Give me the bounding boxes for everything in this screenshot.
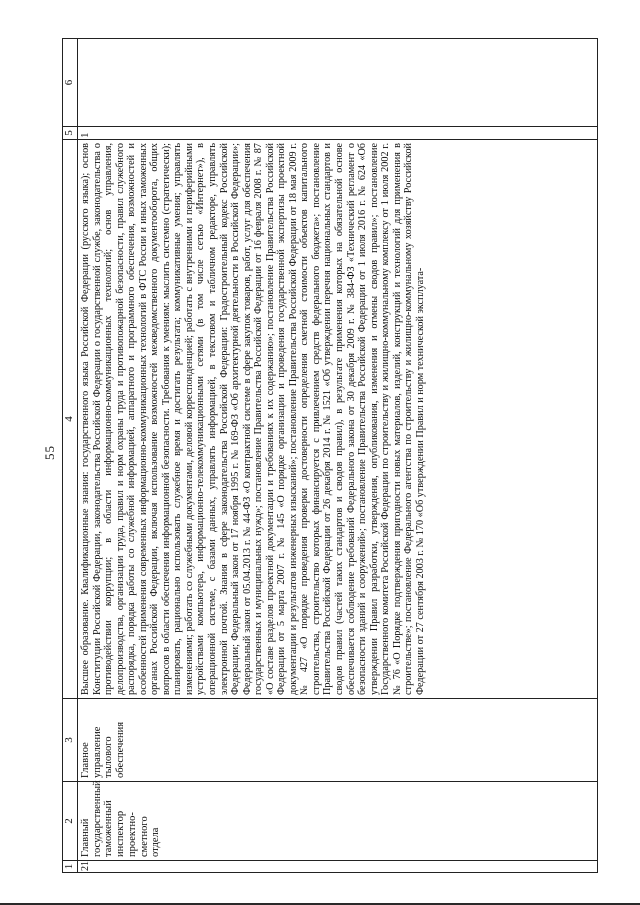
position-title: Главный государственный таможенный инспектор проектно-сметного отдела (80, 780, 162, 857)
table-header-row (63, 39, 78, 873)
col5-value: 1 (79, 132, 91, 138)
requirements-cell (78, 140, 598, 699)
department-name: Главное управление тылового обеспечения (80, 721, 127, 778)
page-number: 55 (42, 445, 57, 460)
position-cell (78, 782, 598, 861)
header-col-5: 5 (63, 127, 78, 140)
row-number: 21 (80, 861, 91, 871)
col6-value (78, 39, 82, 126)
header-col-4: 4 (63, 140, 78, 699)
header-col-6: 6 (63, 39, 78, 127)
col6-cell (78, 39, 598, 127)
col5-cell (78, 127, 598, 140)
row-number-cell (78, 861, 598, 873)
table-row (78, 39, 598, 873)
department-cell (78, 699, 598, 782)
qualification-requirements: Высшее образование. Квалификационные знания: государственного языка Российской Федерации (русского языка); основ Конституции Российской Федерации, законодательства Российской Федерации о государственной службе, законодательства о противодействии коррупции; в области информационно-коммуникационных технологий; основ управления, делопроизводства, организации труда, правил и норм охраны труда и противопожарной безопасности, правил служебного распорядка, порядка работы со служебной информацией, аппаратного и программного обеспечения, возможностей и особенностей применения современных информационно-коммуникационных технологий в ФТС России и иных таможенных органах Российской Федерации, включая использование возможностей межведомственного документооборота, общих вопросов в области обеспечения информационной безопасности. Требования к умениям: мыслить системно (стратегически); планировать, рационально использовать служебное время и достигать результата; коммуникативные умения; управлять изменениями; работать со служебными документами, деловой корреспонденцией; работать с внутренними и периферийными устройствами компьютера, информационно-телекоммуникационными сетями (в том числе сетью «Интернет»), в операционной системе, с базами данных, управлять информацией, в текстовом и табличном редакторе, управлять электронной почтой. Знания в сфере законодательства Российской Федерации: Градостроительный кодекс Российской Федерации; Федеральный закон от 17 ноября 1995 г. № 169-ФЗ «Об архитектурной деятельности в Российской Федерации»; Федеральный закон от 05.04.2013 г. № 44-ФЗ «О контрактной системе в сфере закупок товаров, работ, услуг для обеспечения государственных и муниципальных нужд»; постановление Правительства Российской Федерации от 16 февраля 2008 г. № 87 «О составе разделов проектной документации и требованиях к их содержанию»; постановление Правительства Российской Федерации от 5 марта 2007 г. № 145 «О порядке организации и проведения государственной экспертизы проектной документации и результатов инженерных изысканий»; постановление Правительства Российской Федерации от 18 мая 2009 г. № 427 «О порядке проведения проверки достоверности определения сметной стоимости объектов капитального строительства, строительство которых финансируется с привлечением средств федерального бюджета»; постановление Правительства Российской Федерации от 26 декабря 2014 г. № 1521 «Об утверждении перечня национальных стандартов и сводов правил (частей таких стандартов и сводов правил), в результате применения которых на обязательной основе обеспечивается соблюдение требований Федерального закона от 30 декабря 2009 г. № 384-ФЗ «Технический регламент о безопасности зданий и сооружений»; постановление Правительства Российской Федерации от 1 июля 2016 г. № 624 «Об утверждении Правил разработки, утверждения, опубликования, изменения и отмены сводов правил»; постановление Государственного комитета Российской Федерации по строительству и жилищно-коммунальному комплексу от 1 июля 2002 г. № 76 «О Порядке подтверждения пригодности новых материалов, изделий, конструкций и технологий для применения в строительстве»; постановление Федерального агентства по строительству и жилищно-коммунальному хозяйству Российской Федерации от 27 сентября 2003 г. № 170 «Об утверждении Правил и норм технической эксплуата- (80, 143, 426, 695)
header-col-2: 2 (63, 782, 78, 861)
header-col-3: 3 (63, 699, 78, 782)
staffing-table (62, 38, 598, 873)
header-col-1: 1 (63, 861, 78, 873)
